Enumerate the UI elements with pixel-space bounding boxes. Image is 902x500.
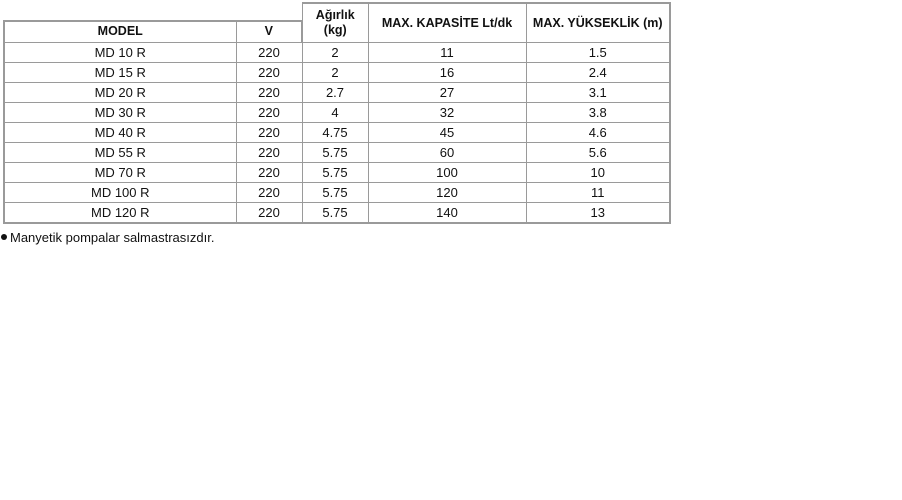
cell-height: 13 bbox=[526, 203, 670, 224]
table-row bbox=[4, 143, 670, 163]
cell-voltage: 220 bbox=[236, 163, 302, 183]
cell-weight: 4 bbox=[302, 103, 368, 123]
header-spacer-model bbox=[4, 3, 236, 21]
pump-spec-table bbox=[3, 2, 671, 224]
cell-voltage: 220 bbox=[236, 183, 302, 203]
cell-capacity: 100 bbox=[368, 163, 526, 183]
cell-voltage: 220 bbox=[236, 63, 302, 83]
cell-capacity: 16 bbox=[368, 63, 526, 83]
header-weight bbox=[302, 3, 368, 43]
cell-voltage: 220 bbox=[236, 103, 302, 123]
cell-capacity: 32 bbox=[368, 103, 526, 123]
cell-height: 2.4 bbox=[526, 63, 670, 83]
cell-weight: 2 bbox=[302, 43, 368, 63]
cell-height: 3.8 bbox=[526, 103, 670, 123]
table-row bbox=[4, 203, 670, 224]
header-height: MAX. YÜKSEKLİK (m) bbox=[526, 3, 670, 43]
header-spacer-voltage bbox=[236, 3, 302, 21]
header-model: MODEL bbox=[4, 21, 236, 43]
cell-model: MD 30 R bbox=[4, 103, 236, 123]
cell-capacity: 27 bbox=[368, 83, 526, 103]
footnote-text: Manyetik pompalar salmastrasızdır. bbox=[10, 230, 215, 245]
cell-voltage: 220 bbox=[236, 123, 302, 143]
cell-capacity: 120 bbox=[368, 183, 526, 203]
cell-capacity: 11 bbox=[368, 43, 526, 63]
cell-height: 10 bbox=[526, 163, 670, 183]
cell-capacity: 45 bbox=[368, 123, 526, 143]
table-row bbox=[4, 83, 670, 103]
cell-height: 11 bbox=[526, 183, 670, 203]
table-row bbox=[4, 63, 670, 83]
cell-model: MD 10 R bbox=[4, 43, 236, 63]
cell-model: MD 55 R bbox=[4, 143, 236, 163]
cell-model: MD 20 R bbox=[4, 83, 236, 103]
bullet-icon bbox=[1, 234, 7, 240]
cell-weight: 2.7 bbox=[302, 83, 368, 103]
cell-voltage: 220 bbox=[236, 143, 302, 163]
cell-capacity: 60 bbox=[368, 143, 526, 163]
cell-weight: 5.75 bbox=[302, 203, 368, 224]
header-voltage: V bbox=[236, 21, 302, 43]
table-body bbox=[4, 43, 670, 224]
cell-height: 4.6 bbox=[526, 123, 670, 143]
cell-weight: 2 bbox=[302, 63, 368, 83]
cell-capacity: 140 bbox=[368, 203, 526, 224]
cell-weight: 5.75 bbox=[302, 183, 368, 203]
table-row bbox=[4, 43, 670, 63]
cell-height: 3.1 bbox=[526, 83, 670, 103]
table-row bbox=[4, 183, 670, 203]
cell-height: 1.5 bbox=[526, 43, 670, 63]
cell-voltage: 220 bbox=[236, 203, 302, 224]
header-weight-line1: Ağırlık bbox=[315, 8, 355, 22]
table-row bbox=[4, 103, 670, 123]
footnote bbox=[1, 230, 214, 246]
cell-model: MD 70 R bbox=[4, 163, 236, 183]
header-capacity: MAX. KAPASİTE Lt/dk bbox=[368, 3, 526, 43]
table-row bbox=[4, 163, 670, 183]
table-row bbox=[4, 123, 670, 143]
cell-model: MD 120 R bbox=[4, 203, 236, 224]
cell-voltage: 220 bbox=[236, 43, 302, 63]
cell-weight: 5.75 bbox=[302, 143, 368, 163]
cell-model: MD 40 R bbox=[4, 123, 236, 143]
header-weight-line2: (kg) bbox=[323, 23, 347, 37]
cell-voltage: 220 bbox=[236, 83, 302, 103]
cell-weight: 4.75 bbox=[302, 123, 368, 143]
cell-height: 5.6 bbox=[526, 143, 670, 163]
cell-model: MD 100 R bbox=[4, 183, 236, 203]
header-row-top bbox=[4, 3, 670, 21]
cell-weight: 5.75 bbox=[302, 163, 368, 183]
cell-model: MD 15 R bbox=[4, 63, 236, 83]
